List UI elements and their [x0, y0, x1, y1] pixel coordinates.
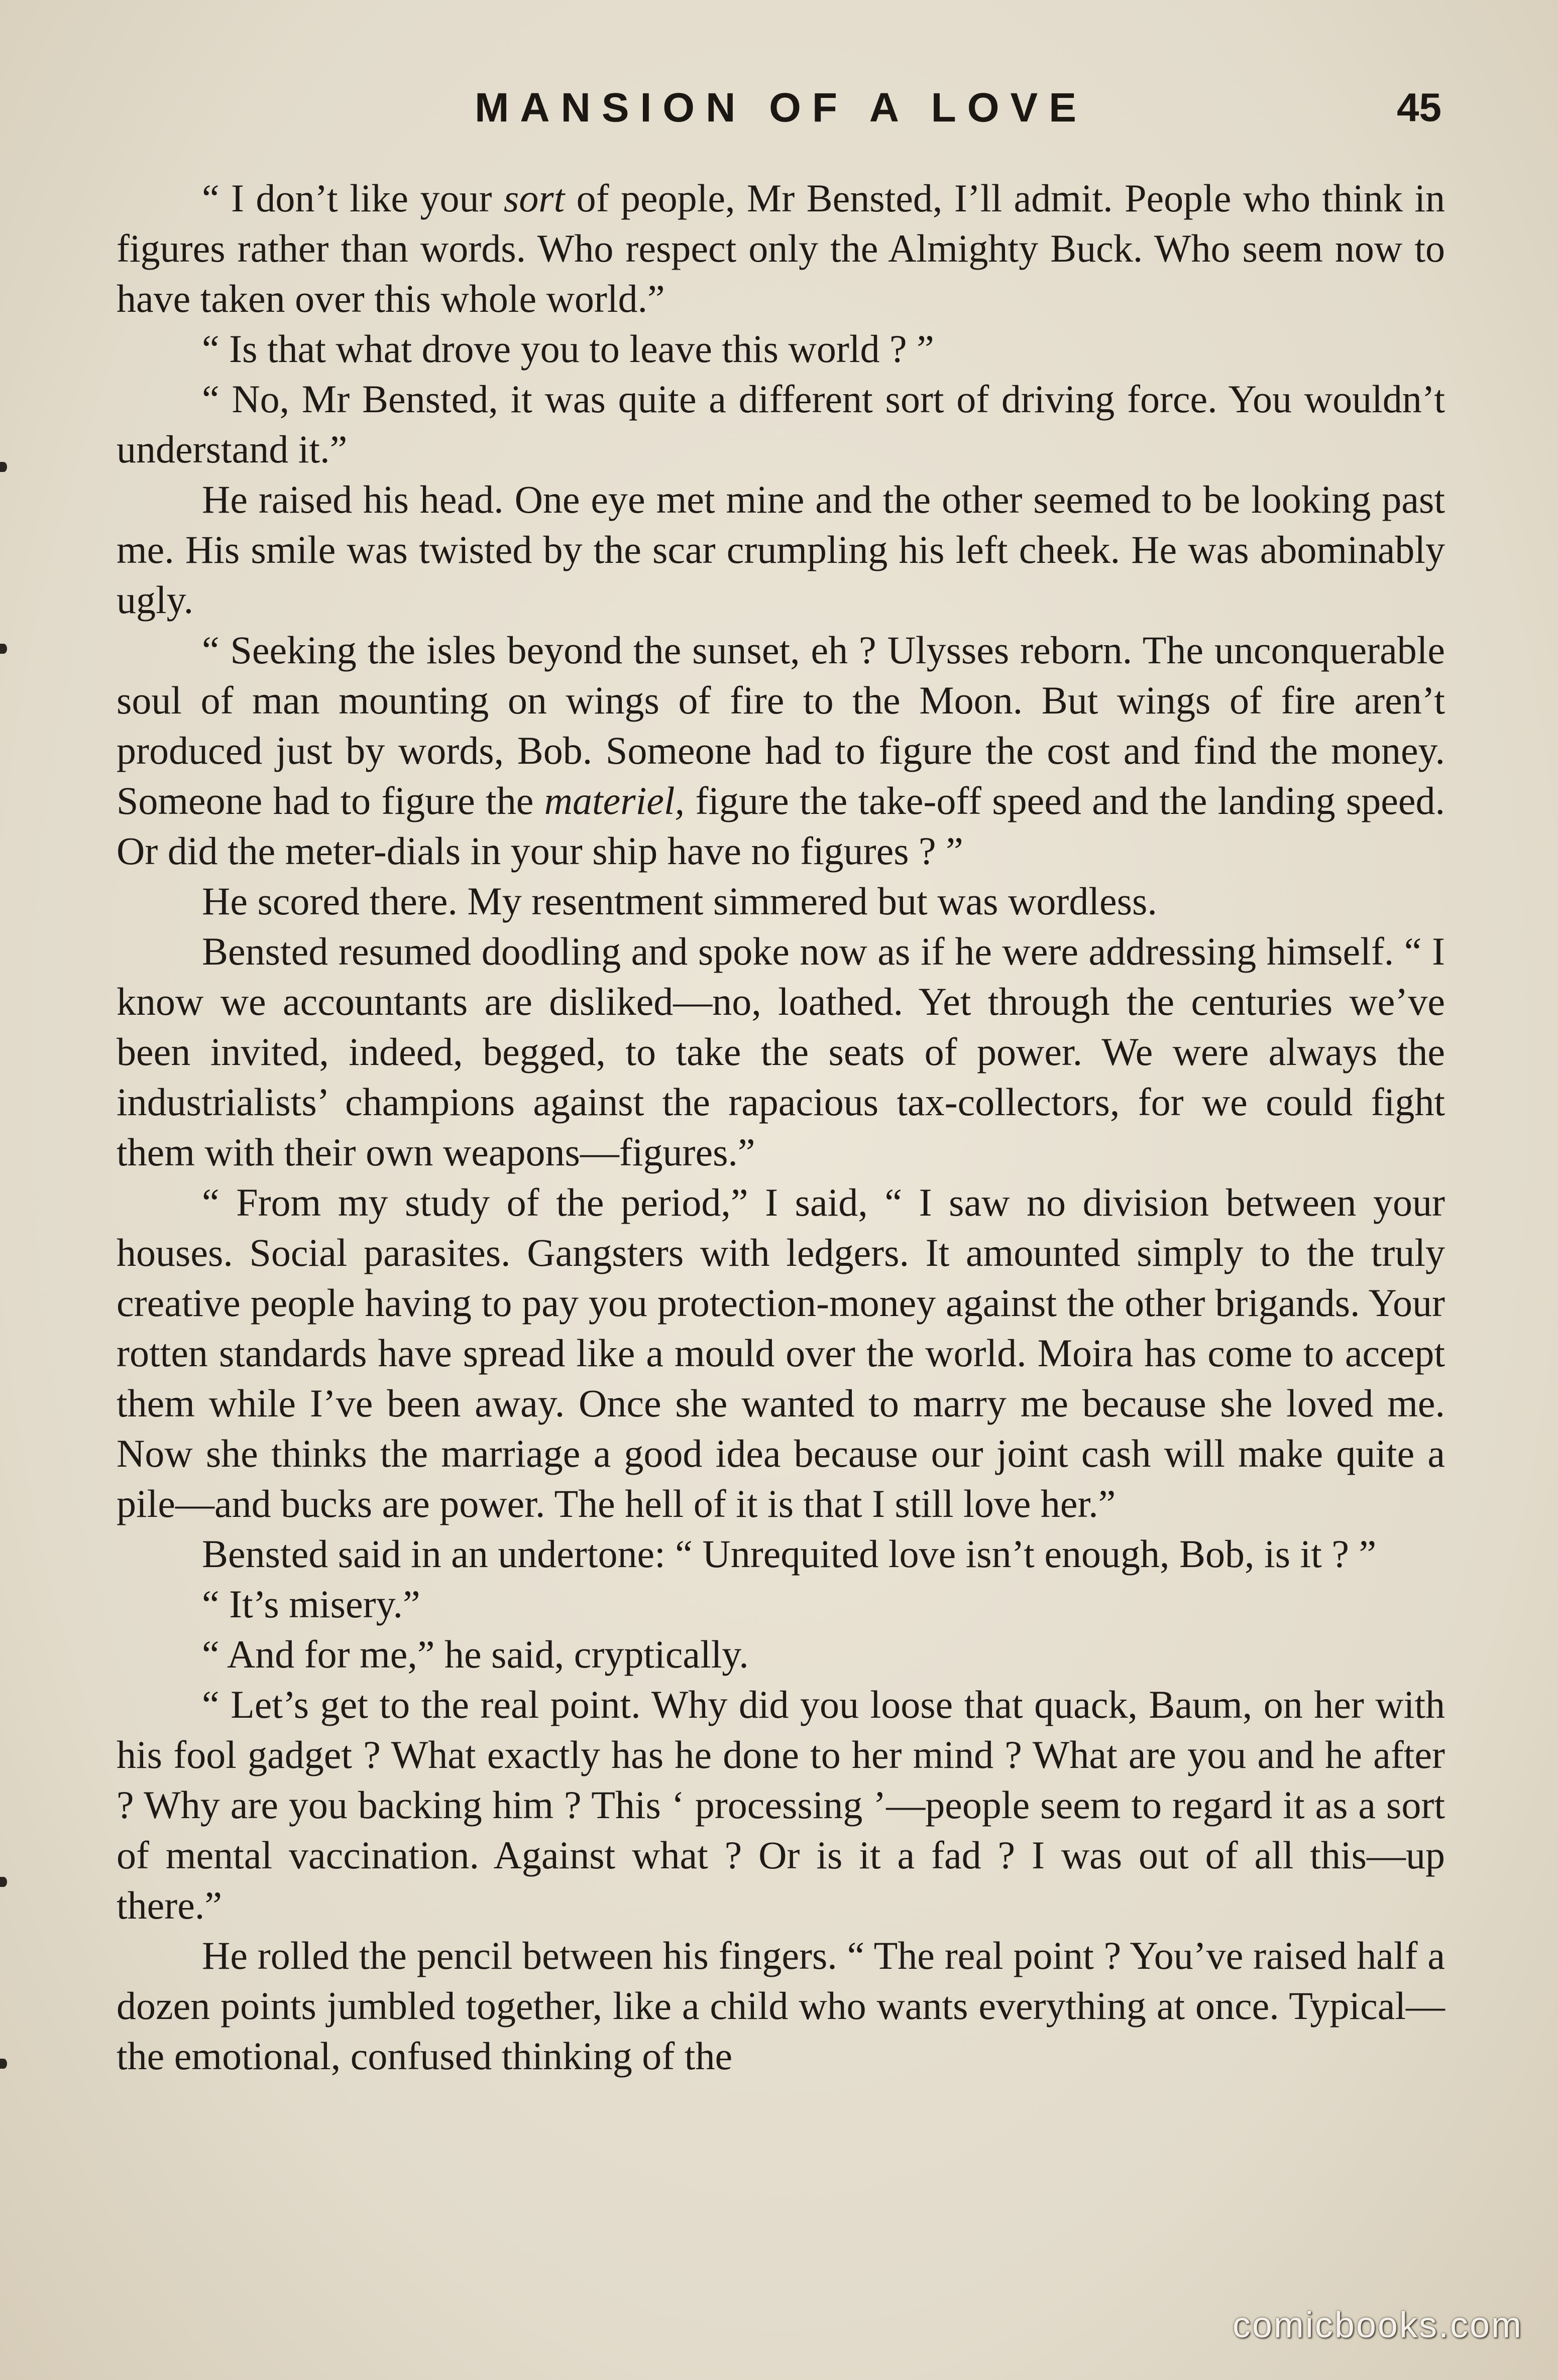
emphasis-text: materiel,: [544, 779, 685, 822]
paragraph: [117, 926, 1445, 1177]
margin-mark: [0, 644, 7, 654]
paragraph: [117, 1177, 1445, 1529]
paragraph-text: “ Is that what drove you to leave this world ? ”: [202, 327, 934, 371]
paragraph: [117, 625, 1445, 876]
watermark: comicbooks.com: [1232, 2305, 1523, 2345]
paragraph-text: “ I don’t like your: [202, 176, 504, 220]
running-title: MANSION OF A LOVE: [475, 85, 1087, 131]
paragraph-text: “ From my study of the period,” I said, “ I saw no division between your houses. Social parasites. Gangsters with ledgers. It amounted simply to the truly creative people having to pay you protection-money against the other brigands. Your rotten standards have spread like a mould over the world. Moira has come to accept them while I’ve been away. Once she wanted to marry me because she loved me. Now she thinks the marriage a good idea because our joint cash will make quite a pile—and bucks are power. The hell of it is that I still love her.”: [117, 1180, 1445, 1525]
paragraph: [117, 876, 1445, 926]
paragraph-text: He scored there. My resentment simmered but was wordless.: [202, 879, 1157, 923]
page-number: 45: [1397, 85, 1441, 130]
paragraph: [117, 1680, 1445, 1931]
paragraph: [117, 374, 1445, 474]
paragraph: [117, 1629, 1445, 1680]
body-text: [117, 173, 1445, 2081]
page-header: [121, 75, 1441, 141]
paragraph-text: Bensted said in an undertone: “ Unrequited love isn’t enough, Bob, is it ? ”: [202, 1532, 1377, 1576]
paragraph-text: of people, Mr Bensted, I’ll admit. People who think in figures rather than words. Who respect only the Almighty Buck. Who seem now to have taken over this whole world.”: [117, 176, 1445, 320]
paragraph: [117, 1529, 1445, 1579]
paragraph: [117, 1931, 1445, 2081]
paragraph-text: figure the take-off speed and the landing speed. Or did the meter-dials in your ship have no figures ? ”: [117, 779, 1445, 873]
paragraph-text: “ No, Mr Bensted, it was quite a different sort of driving force. You wouldn’t understand it.”: [117, 377, 1445, 471]
emphasis-text: sort: [503, 176, 565, 220]
margin-mark: [0, 1877, 7, 1887]
paragraph: [117, 173, 1445, 324]
margin-mark: [0, 462, 7, 472]
paragraph: [117, 1579, 1445, 1629]
paragraph-text: Bensted resumed doodling and spoke now as if he were addressing himself. “ I know we accountants are disliked—no, loathed. Yet through the centuries we’ve been invited, indeed, begged, to take the seats of power. We were always the industrialists’ champions against the rapacious tax-collectors, for we could fight them with their own weapons—figures.”: [117, 929, 1445, 1174]
paragraph-text: He raised his head. One eye met mine and the other seemed to be looking past me. His smile was twisted by the scar crumpling his left cheek. He was abominably ugly.: [117, 478, 1445, 622]
paragraph-text: “ Seeking the isles beyond the sunset, eh ? Ulysses reborn. The unconquerable soul of man mounting on wings of fire to the Moon. But wings of fire aren’t produced just by words, Bob. Someone had to figure the cost and find the money. Someone had to figure the: [117, 628, 1445, 822]
paragraph-text: “ And for me,” he said, cryptically.: [202, 1632, 749, 1676]
paragraph-text: “ It’s misery.”: [202, 1582, 420, 1626]
paragraph-text: He rolled the pencil between his fingers. “ The real point ? You’ve raised half a dozen points jumbled together, like a child who wants everything at once. Typical—the emotional, confused thinking of the: [117, 1934, 1445, 2078]
paragraph: [117, 324, 1445, 374]
paragraph-text: “ Let’s get to the real point. Why did you loose that quack, Baum, on her with his fool gadget ? What exactly has he done to her mind ? What are you and he after ? Why are you backing him ? This ‘ processing ’—people seem to regard it as a sort of mental vaccination. Against what ? Or is it a fad ? I was out of all this—up there.”: [117, 1683, 1445, 1927]
paragraph: [117, 474, 1445, 625]
margin-mark: [0, 2059, 7, 2069]
